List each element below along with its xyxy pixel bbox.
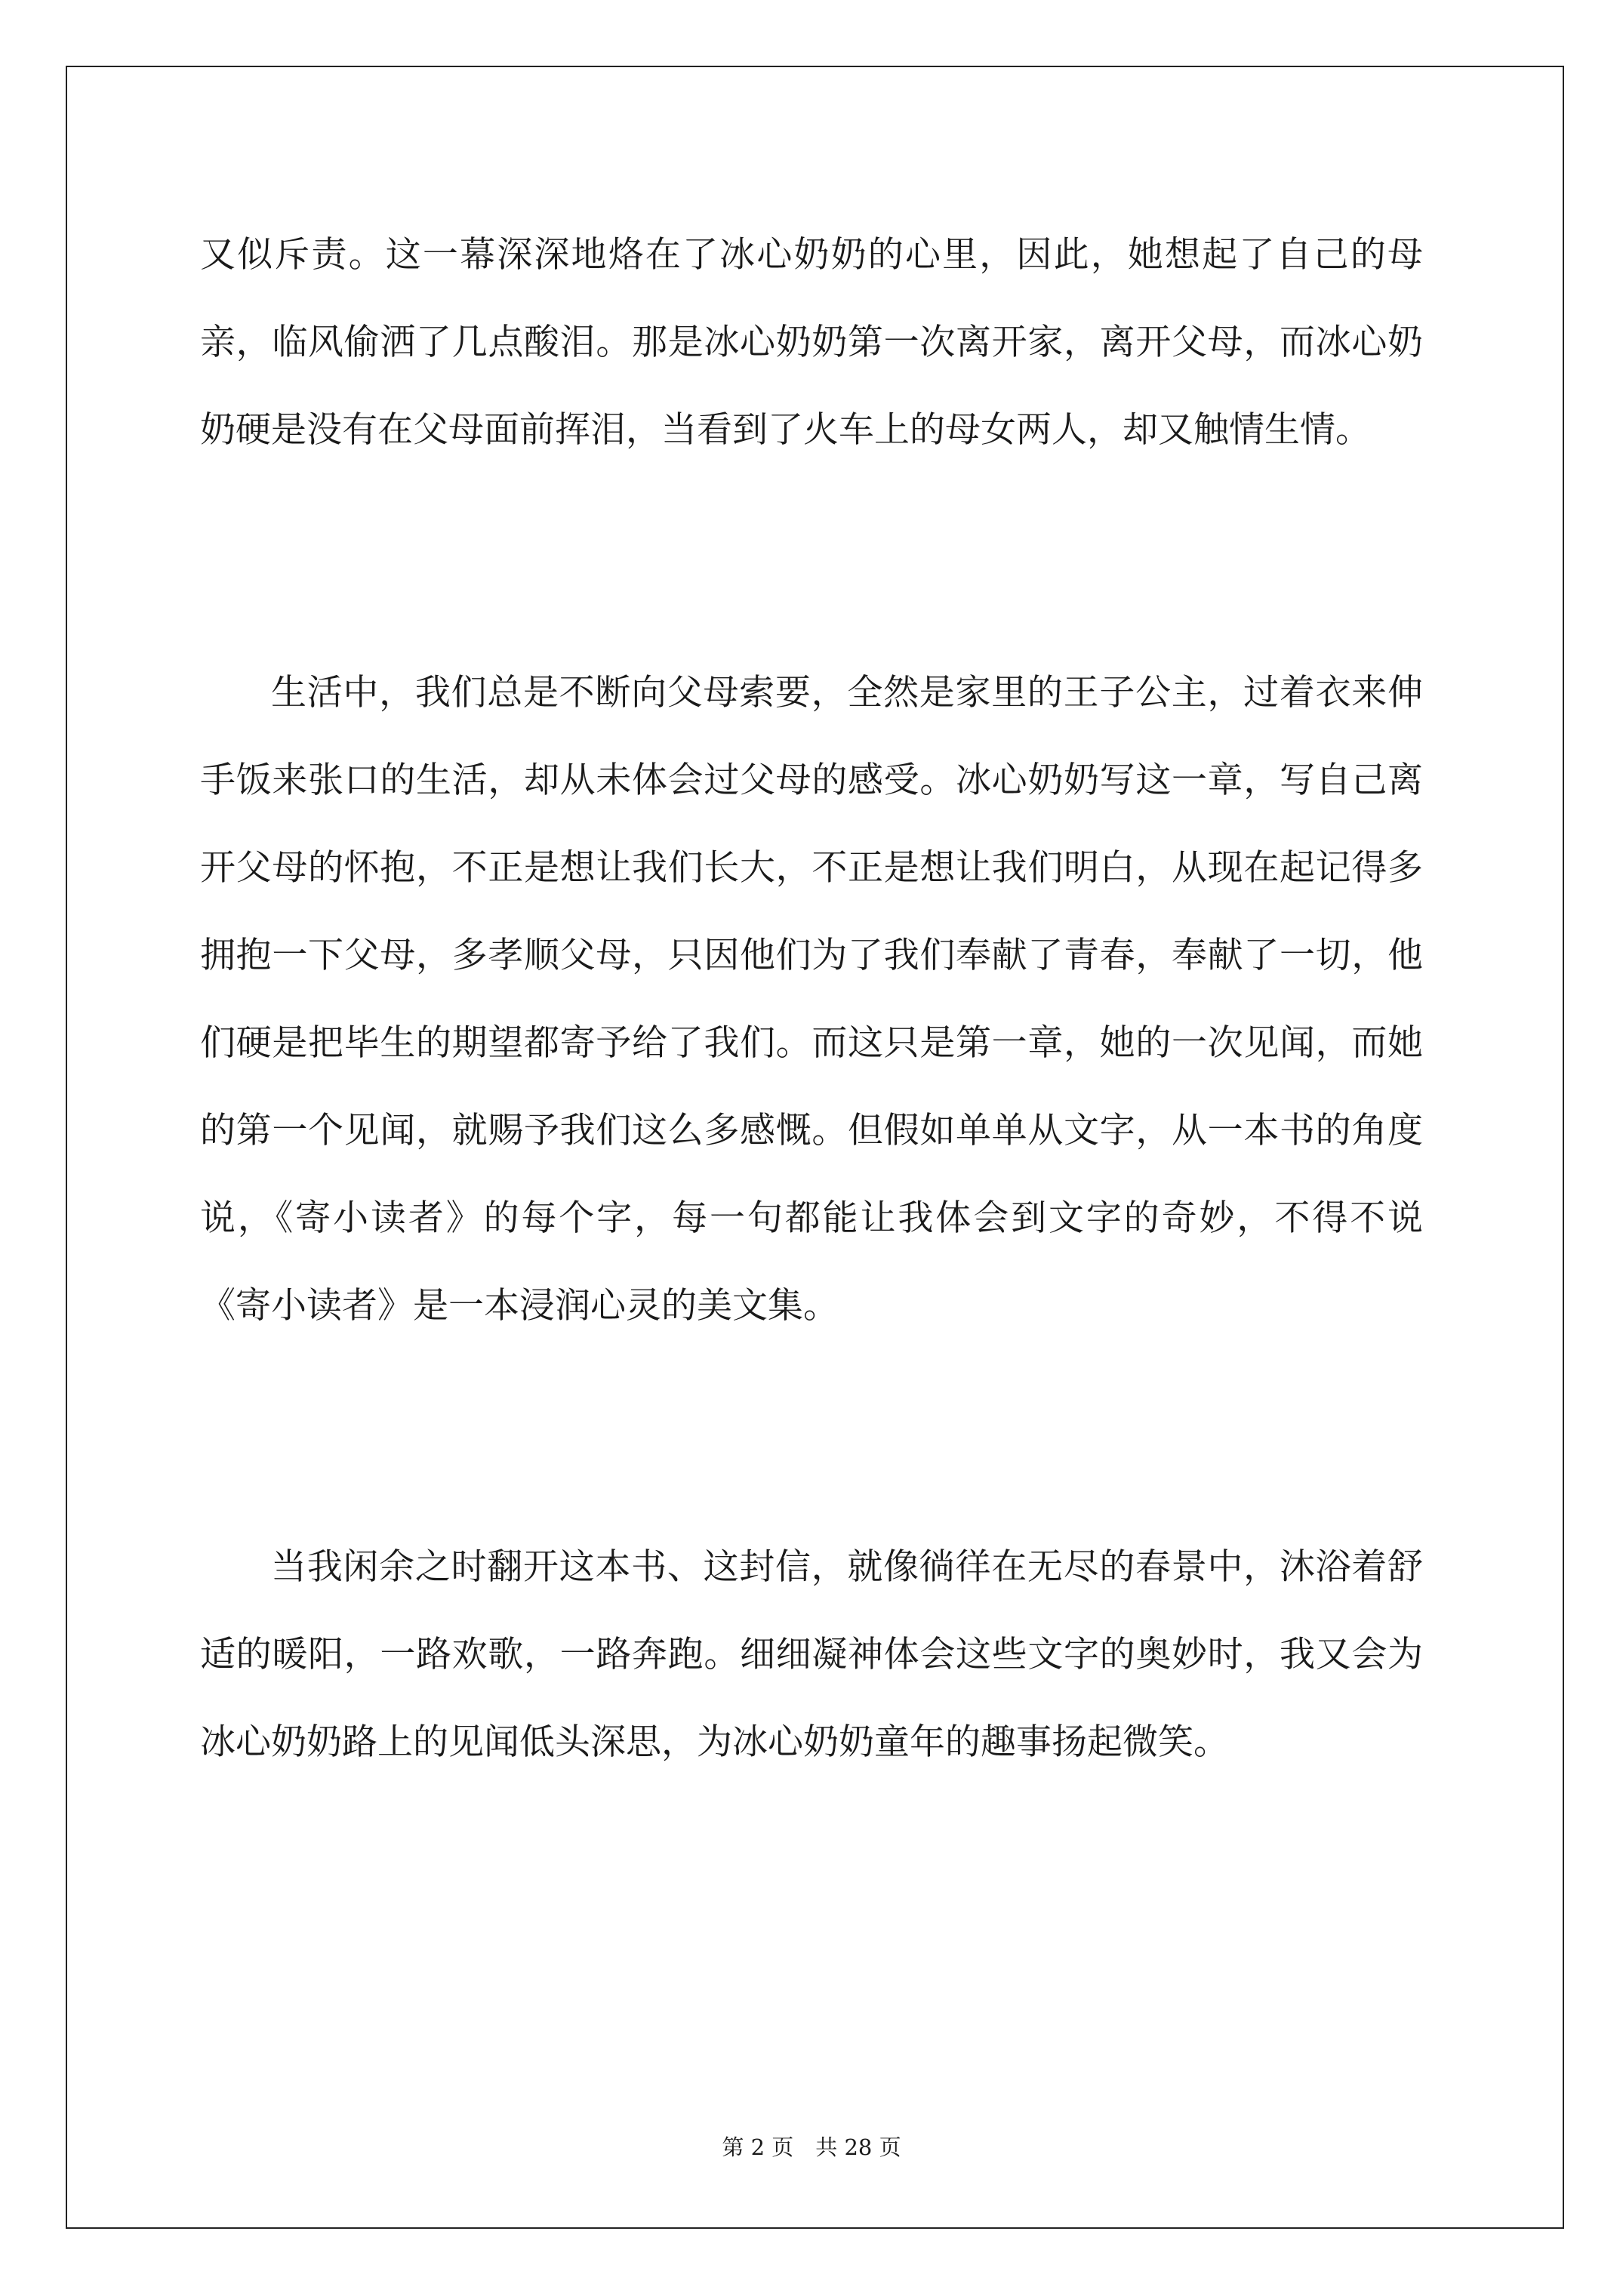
paragraph-1: 又似斥责。这一幕深深地烙在了冰心奶奶的心里，因此，她想起了自己的母亲，临风偷洒了几点酸泪。那是冰心奶奶第一次离开家，离开父母，而冰心奶奶硬是没有在父母面前挥泪，当看到了火车上的母女两人，却又触情生情。	[200, 234, 1423, 451]
page-number-footer: 第 2 页 共 28 页	[722, 2134, 901, 2160]
paragraph-2: 生活中，我们总是不断向父母索要，全然是家里的王子公主，过着衣来伸手饭来张口的生活，却从未体会过父母的感受。冰心奶奶写这一章，写自己离开父母的怀抱，不正是想让我们长大，不正是想让我们明白，从现在起记得多拥抱一下父母，多孝顺父母，只因他们为了我们奉献了青春，奉献了一切，他们硬是把毕生的期望都寄予给了我们。而这只是第一章，她的一次见闻，而她的第一个见闻，就赐予我们这么多感慨。但假如单单从文字，从一本书的角度说，《寄小读者》的每个字，每一句都能让我体会到文字的奇妙，不得不说《寄小读者》是一本浸润心灵的美文集。	[200, 672, 1423, 1327]
paragraph-3: 当我闲余之时翻开这本书、这封信，就像徜徉在无尽的春景中，沐浴着舒适的暖阳，一路欢歌，一路奔跑。细细凝神体会这些文字的奥妙时，我又会为冰心奶奶路上的见闻低头深思，为冰心奶奶童年的趣事扬起微笑。	[200, 1546, 1423, 1763]
